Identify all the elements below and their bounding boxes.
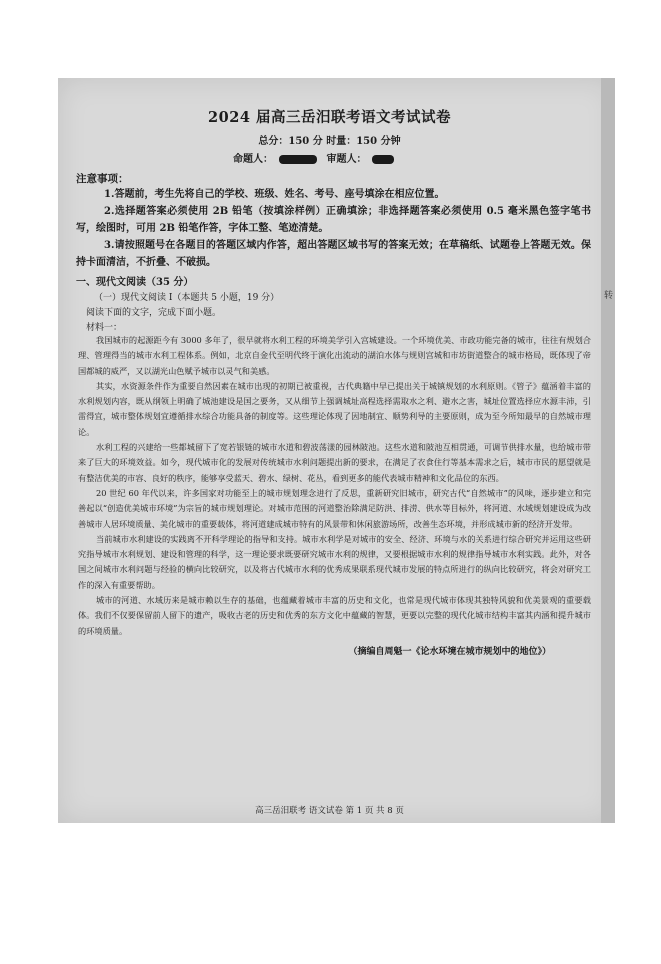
redacted-author-name <box>279 155 317 164</box>
page-content <box>58 78 601 823</box>
passage-paragraph: 我国城市的起源距今有 3000 多年了，很早就将水利工程的环境美学引入宫城建设。一个环境优美、市政功能完备的城市，往往有规划合理、管理得当的城市水利工程体系。例如，北京自金代至明代终于演化出流动的湖泊水体与规则宫城和市坊街道整合的城市格局，既体现了帝国都城的威严，又以湖光山色赋予城市以灵气和美感。 <box>78 335 591 376</box>
passage-source: （摘编自周魁一《论水环境在城市规划中的地位》） <box>348 646 551 657</box>
exam-title: 2024 届高三岳汨联考语文考试试卷 <box>208 109 451 126</box>
section-heading: 一、现代文阅读（35 分） <box>76 277 194 288</box>
exam-page <box>58 78 615 823</box>
page-footer: 高三岳汨联考 语文试卷 第 1 页 共 8 页 <box>255 806 404 816</box>
exam-notes <box>76 171 591 271</box>
reviewer-label: 审题人： <box>326 154 367 165</box>
passage-paragraph: 当前城市水利建设的实践离不开科学理论的指导和支持。城市水利学是对城市的安全、经济、环境与水的关系进行综合研究并运用这些研究指导城市水利规划、建设和管理的科学，这一理论要求既要研究城市水利的规律，又要根据城市水利的规律指导城市水利实践。此外，对各国之间城市水利问题与经验的横向比较研究，以及将古代城市水利的优秀成果联系现代城市发展的特点所进行的纵向比较研究，将会对研究工作的深入有重要帮助。 <box>78 533 591 590</box>
note-item: 3.请按照题号在各题目的答题区域内作答，超出答题区域书写的答案无效；在草稿纸、试题卷上答题无效。保持卡面清洁，不折叠、不破损。 <box>76 240 591 268</box>
passage-paragraph: 20 世纪 60 年代以来，许多国家对功能至上的城市规划理念进行了反思，重新研究旧城市，研究古代“自然城市”的风味，逐步建立和完善起以“创造优美城市环境”为宗旨的城市规划理论。对城市范围的河道整治除满足防洪、排涝、供水等目标外，将河道、水域规划建设成为改善城市人居环境质量、美化城市的重要载体，将河道建成城市特有的风景带和休闲旅游场所，改善生态环境，并形成城市新的经济开发带。 <box>78 487 591 529</box>
redacted-reviewer-name <box>372 155 394 164</box>
subsection-heading: （一）现代文阅读 I（本题共 5 小题，19 分） <box>94 293 280 303</box>
note-item: 1.答题前，考生先将自己的学校、班级、姓名、考号、座号填涂在相应位置。 <box>104 189 445 200</box>
passage-paragraph: 其实，水资源条件作为重要自然因素在城市出现的初期已被重视，古代典籍中早已提出关于城镇规划的水利原则。《管子》蕴涵着丰富的水利规划内容，既从纲领上明确了城池建设是国之要务，又从细节上强调城址高程选择需取水之利、避水之害，城址位置选择应水源丰沛，引雷得宜，城市整体规划宜遵循排水综合功能具备的制度等。这些理论体现了因地制宜、顺势利导的主要原则，成为至今所知最早的自然城市理论。 <box>78 380 591 437</box>
material-label: 材料一： <box>86 323 123 333</box>
author-line <box>58 150 601 165</box>
notes-heading: 注意事项： <box>76 173 129 185</box>
adjacent-page-edge <box>601 78 615 823</box>
author-label: 命题人： <box>233 154 273 165</box>
score-time: 总分：150 分 时量：150 分钟 <box>258 136 401 147</box>
passage-paragraph: 城市的河道、水域历来是城市赖以生存的基础，也蕴藏着城市丰富的历史和文化，也常是现代城市体现其独特风貌和优美景观的重要载体。我们不仅要保留前人留下的遗产，吸收古老的历史和优秀的东方文化中蕴藏的智慧，更要以完整的现代化城市结构丰富其内涵和提升城市的环境质量。 <box>78 595 591 636</box>
note-item: 2.选择题答案必须使用 2B 铅笔（按填涂样例）正确填涂；非选择题答案必须使用 0.5 毫米黑色签字笔书写，绘图时，可用 2B 铅笔作答，字体工整、笔迹清楚。 <box>76 206 591 234</box>
passage-paragraph: 水利工程的兴建给一些都城留下了宽若银链的城市水道和碧波荡漾的园林陂池。这些水道和陂池互相贯通，可调节供排水量，也给城市带来了巨大的环境效益。如今，现代城市化的发展对传统城市水利问题提出新的要求，在满足了衣食住行等基本需求之后，城市市民的愿望就是有整洁优美的市容、良好的秩序，能够享受蓝天、碧水、绿树、花丛，看到更多的能代表城市精神和文化品位的东西。 <box>78 442 591 483</box>
adjacent-page-text: 转 <box>603 291 613 301</box>
reading-instruction: 阅读下面的文字，完成下面小题。 <box>86 308 222 318</box>
